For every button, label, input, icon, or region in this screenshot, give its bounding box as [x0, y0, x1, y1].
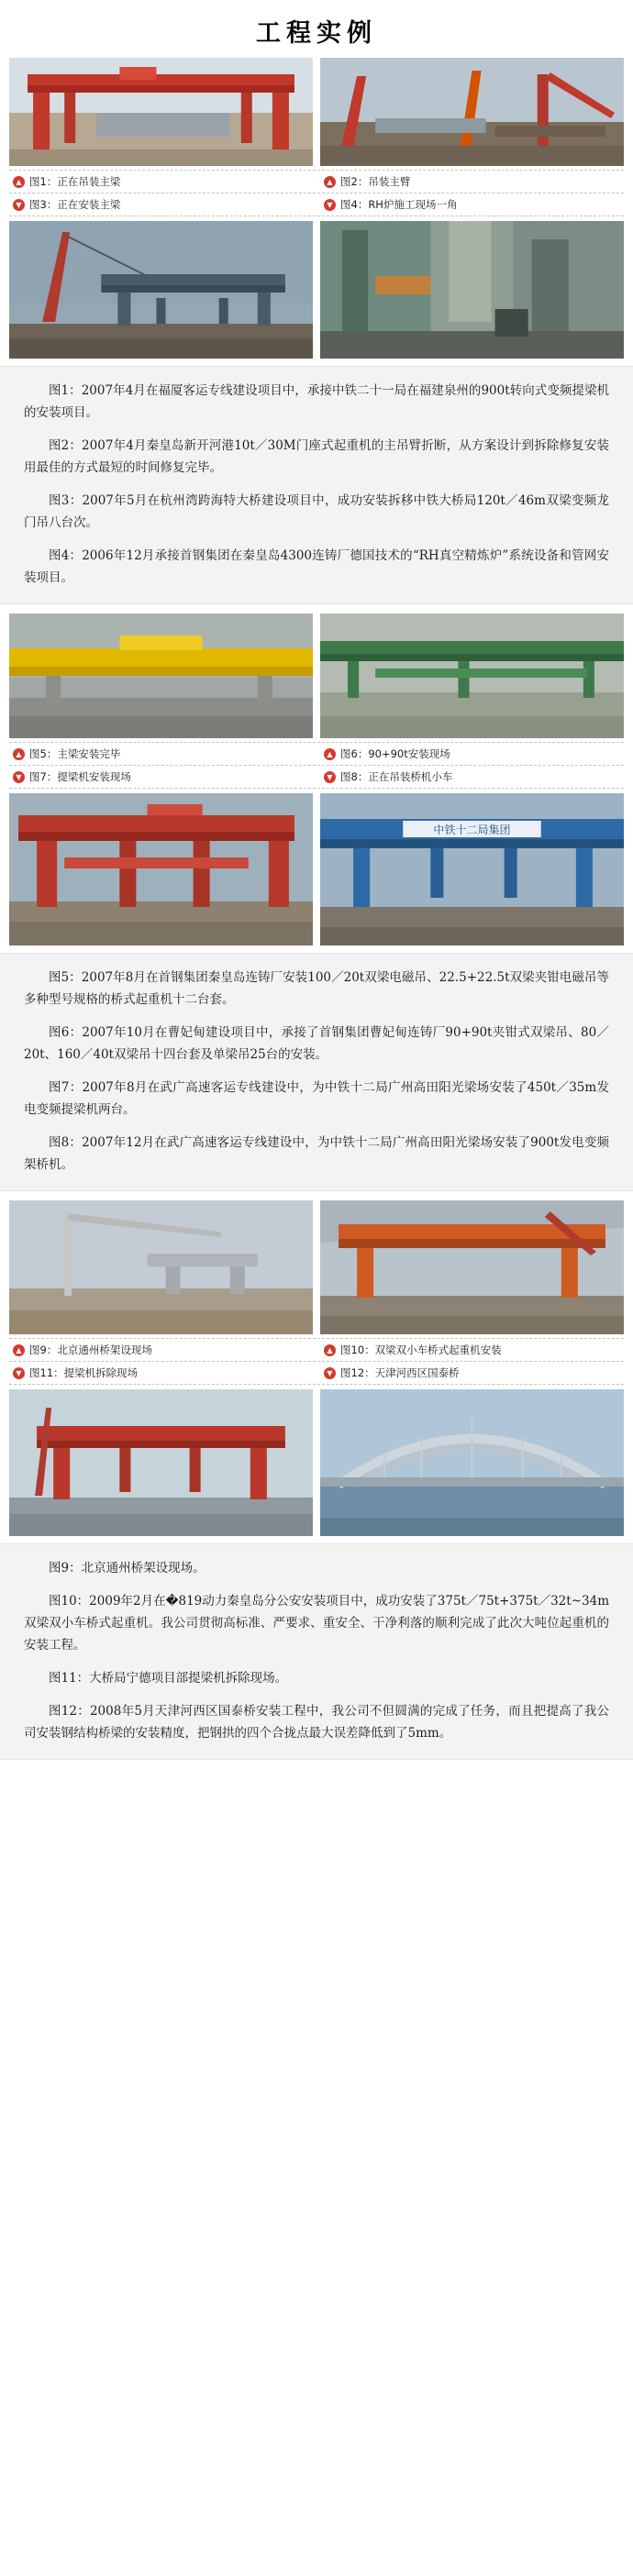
caption-item: [9, 743, 313, 765]
gallery-section-3: [0, 1200, 633, 1536]
caption-label: 图4：RH炉施工现场一角: [340, 198, 458, 211]
photo-row-1: [9, 58, 624, 166]
triangle-down-icon: ▼: [324, 199, 336, 211]
photo-gantry-crane-main-beam-hoisting: [9, 58, 313, 166]
caption-label: 图7：提梁机安装现场: [29, 770, 131, 783]
paragraph: 图7：2007年8月在武广高速客运专线建设中，为中铁十二局广州高田阳光梁场安装了450t／35m发电变频提梁机两台。: [24, 1080, 609, 1117]
photo-cell-6: [320, 614, 624, 738]
caption-label: 图1：正在吊装主梁: [29, 175, 121, 188]
photo-row-5: [9, 1200, 624, 1334]
page-title-bar: [0, 0, 633, 58]
caption-item: [9, 1362, 313, 1384]
triangle-up-icon: ▲: [324, 748, 336, 760]
photo-cell-5: [9, 614, 313, 738]
photo-cell-4: [320, 221, 624, 359]
paragraph: 图5：2007年8月在首钢集团秦皇岛连铸厂安装100／20t双梁电磁吊、22.5+22.5t双梁夹钳电磁吊等多种型号规格的桥式起重机十二台套。: [24, 970, 609, 1007]
triangle-up-icon: ▲: [324, 176, 336, 188]
paragraph: 图3：2007年5月在杭州湾跨海特大桥建设项目中，成功安装拆移中铁大桥局120t／46m双梁变频龙门吊八台次。: [24, 493, 609, 530]
page-title: 工程实例: [256, 19, 377, 48]
caption-item: [320, 171, 624, 193]
caption-label: 图8：正在吊装桥机小车: [340, 770, 453, 783]
text-block-section-1: [0, 366, 633, 604]
caption-row-3: [9, 742, 624, 766]
photo-main-beam-installed: [9, 614, 313, 738]
caption-label: 图9：北京通州桥架设现场: [29, 1343, 152, 1356]
svg-text:中铁十二局集团: 中铁十二局集团: [433, 824, 511, 836]
caption-label: 图5：主梁安装完毕: [29, 747, 121, 760]
photo-double-beam-trolley-crane-install: [320, 1200, 624, 1334]
photo-hoisting-crane-trolley: [320, 793, 624, 945]
photo-row-6: [9, 1389, 624, 1536]
paragraph: 图11：大桥局宁德项目部提梁机拆除现场。: [49, 1671, 288, 1686]
photo-cell-3: [9, 221, 313, 359]
caption-item: [320, 1339, 624, 1361]
photo-beam-lifter-site: [9, 793, 313, 945]
paragraph: 图9：北京通州桥架设现场。: [49, 1561, 205, 1575]
caption-label: 图2：吊装主臂: [340, 175, 411, 188]
photo-row-2: [9, 221, 624, 359]
photo-main-boom-lifting: [320, 58, 624, 166]
paragraph: 图6：2007年10月在曹妃甸建设项目中，承接了首钢集团曹妃甸连铸厂90+90t夹钳式双梁吊、80／20t、160／40t双梁吊十四台套及单梁吊25台的安装。: [24, 1025, 609, 1062]
caption-label: 图3：正在安装主梁: [29, 198, 121, 211]
triangle-down-icon: ▼: [324, 771, 336, 783]
caption-item: [320, 1362, 624, 1384]
triangle-down-icon: ▼: [13, 199, 25, 211]
photo-row-4: [9, 793, 624, 945]
triangle-down-icon: ▼: [324, 1367, 336, 1379]
triangle-down-icon: ▼: [13, 1367, 25, 1379]
photo-cell-1: [9, 58, 313, 166]
photo-cell-12: [320, 1389, 624, 1536]
caption-item: [9, 193, 313, 216]
photo-cell-2: [320, 58, 624, 166]
caption-row-4: [9, 766, 624, 789]
triangle-up-icon: ▲: [13, 748, 25, 760]
photo-cell-10: [320, 1200, 624, 1334]
gallery-section-1: [0, 58, 633, 359]
paragraph: 图12：2008年5月天津河西区国泰桥安装工程中，我公司不但圆满的完成了任务，而且把提高了我公司安装钢结构桥梁的安装精度，把钢拱的四个合拢点最大误差降低到了5mm。: [24, 1704, 609, 1741]
photo-90-plus-90t-site: [320, 614, 624, 738]
caption-row-2: [9, 193, 624, 216]
gallery-section-2: [0, 614, 633, 945]
photo-rh-furnace-site-corner: [320, 221, 624, 359]
triangle-down-icon: ▼: [13, 771, 25, 783]
caption-item: [320, 743, 624, 765]
photo-cell-11: [9, 1389, 313, 1536]
photo-row-3: [9, 614, 624, 738]
paragraph: 图4：2006年12月承接首钢集团在秦皇岛4300连铸厂德国技术的“RH真空精炼炉”系统设备和管网安装项目。: [24, 548, 609, 585]
triangle-up-icon: ▲: [13, 1344, 25, 1356]
caption-item: [320, 766, 624, 788]
caption-row-1: [9, 170, 624, 193]
triangle-up-icon: ▲: [324, 1344, 336, 1356]
text-block-section-3: [0, 1543, 633, 1760]
caption-label: 图11：提梁机拆除现场: [29, 1366, 139, 1379]
photo-cell-7: [9, 793, 313, 945]
caption-label: 图6：90+90t安装现场: [340, 747, 450, 760]
text-block-section-2: [0, 953, 633, 1191]
bottom-spacer: [0, 1769, 633, 1774]
caption-item: [9, 766, 313, 788]
photo-tianjin-hexi-arch-bridge: [320, 1389, 624, 1536]
caption-row-5: [9, 1338, 624, 1362]
paragraph: 图2：2007年4月秦皇岛新开河港10t／30M门座式起重机的主吊臂折断，从方案设计到拆除修复安装用最佳的方式最短的时间修复完毕。: [24, 438, 609, 475]
caption-label: 图10：双梁双小车桥式起重机安装: [340, 1343, 502, 1356]
triangle-up-icon: ▲: [13, 176, 25, 188]
caption-row-6: [9, 1362, 624, 1385]
caption-item: [9, 1339, 313, 1361]
photo-cell-9: [9, 1200, 313, 1334]
paragraph: 图1：2007年4月在福厦客运专线建设项目中，承接中铁二十一局在福建泉州的900t转向式变频提梁机的安装项目。: [24, 383, 609, 420]
caption-label: 图12：天津河西区国泰桥: [340, 1366, 460, 1379]
photo-beam-lifter-dismantle-site: [9, 1389, 313, 1536]
photo-cell-8: [320, 793, 624, 945]
paragraph: 图10：2009年2月在�819动力秦皇岛分公安安装项目中，成功安装了375t／75t+375t／32t~34m双梁双小车桥式起重机。我公司贯彻高标准、严要求、重安全、干净利落的顺利完成了此次大吨位起重机的安装工程。: [24, 1594, 609, 1653]
caption-item: [320, 193, 624, 216]
paragraph: 图8：2007年12月在武广高速客运专线建设中，为中铁十二局广州高田阳光梁场安装了900t发电变频架桥机。: [24, 1135, 609, 1172]
caption-item: [9, 171, 313, 193]
photo-installing-main-beam: [9, 221, 313, 359]
photo-beijing-tongzhou-bridge-site: [9, 1200, 313, 1334]
